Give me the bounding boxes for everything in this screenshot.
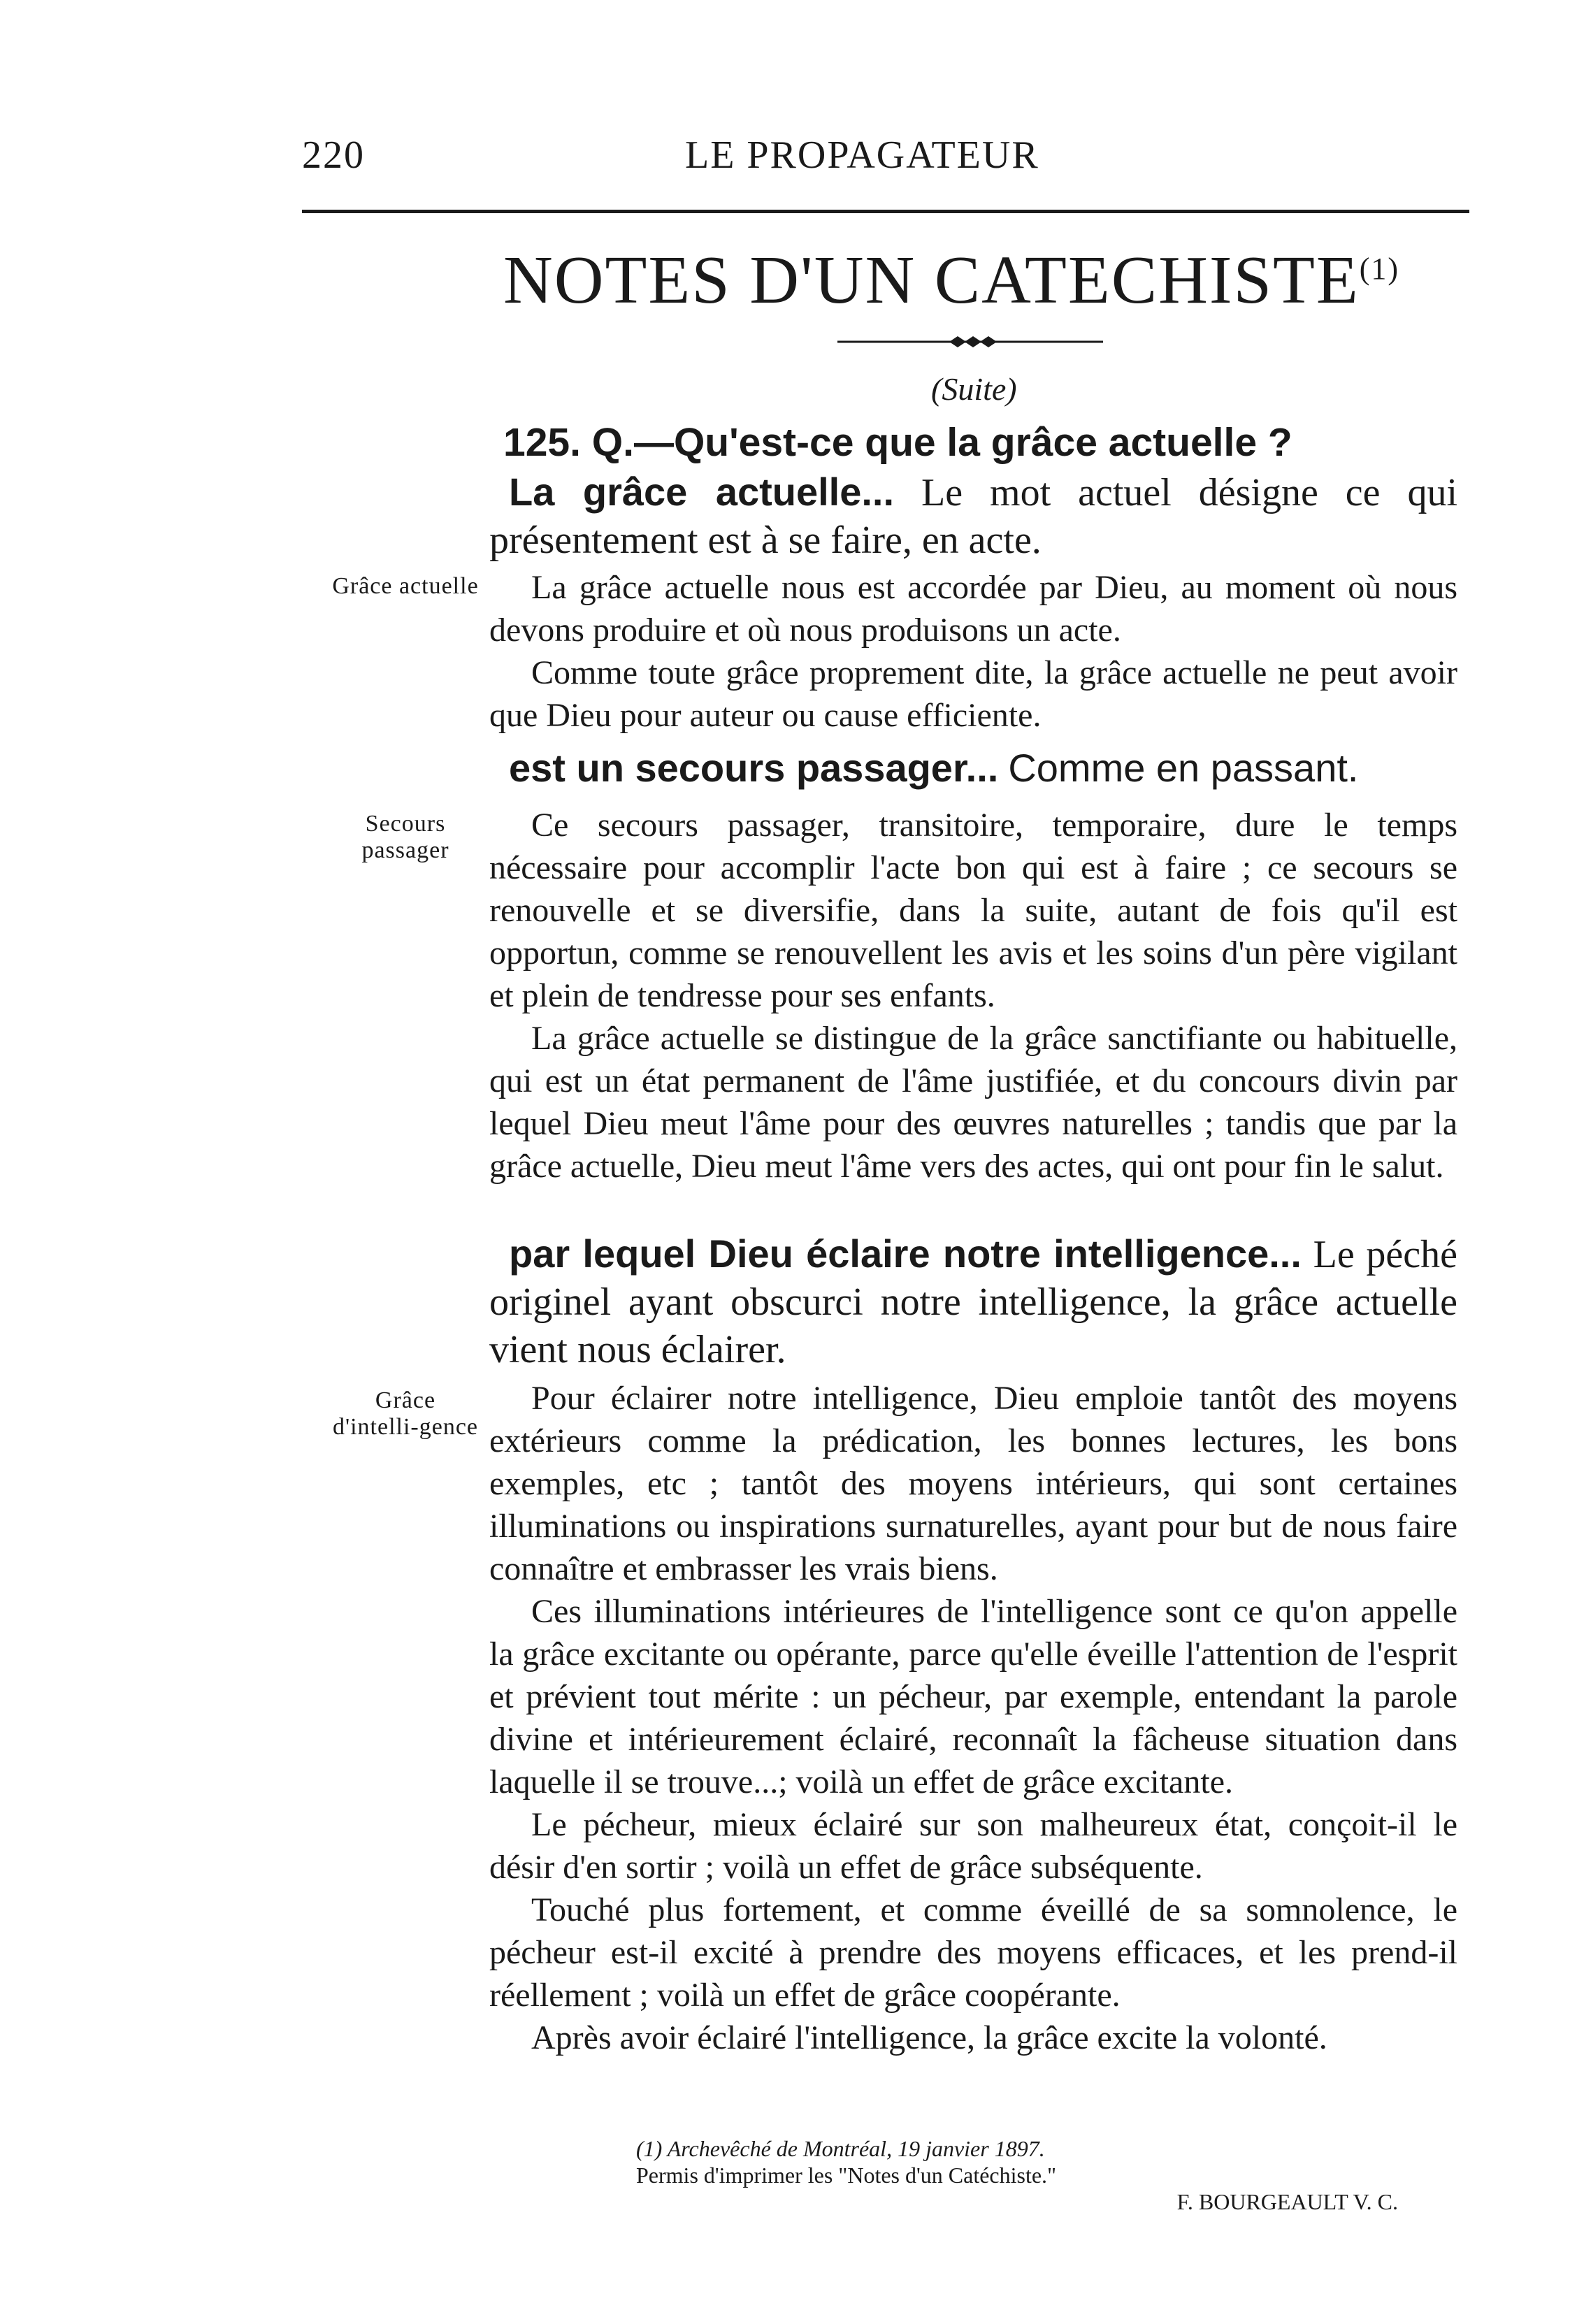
article-title: [503, 241, 1399, 319]
page-number: 220: [302, 133, 365, 177]
title-text: NOTES D'UN CATECHISTE: [503, 243, 1360, 318]
section-lead: La grâce actuelle...: [509, 470, 895, 514]
margin-note-secours-passager: Secours passager: [361, 811, 449, 863]
section-3-rest: Le péché originel ayant obscurci notre intelligence, la grâce actuelle vient nous éclairer.: [489, 1233, 1457, 1371]
body-block-2: [489, 804, 1457, 1188]
body-block-1: [489, 566, 1457, 737]
footnote-line-2: Permis d'imprimer les "Notes d'un Catéchiste.": [636, 2163, 1057, 2188]
paragraph-9: Après avoir éclairé l'intelligence, la grâce excite la volonté.: [531, 2019, 1327, 2056]
body-block-3: [489, 1377, 1457, 2059]
section-2-lead: est un secours passager...: [509, 746, 999, 790]
section-intelligence-text: [489, 1230, 1457, 1373]
title-ornament: [837, 334, 1103, 349]
paragraph-7: Le pécheur, mieux éclairé sur son malheureux état, conçoit-il le désir d'en sortir ; voilà un effet de grâce subséquente.: [489, 1806, 1457, 1886]
paragraph-6: Ces illuminations intérieures de l'intelligence sont ce qu'on appelle la grâce excitante ou opérante, parce qu'elle éveille l'attention de l'esprit et prévient tout mérite : un pécheur, par exemple, entendant la parole divine et intérieurement éclairé, reconnaît la fâcheuse situation dans laquelle il se trouve...; voilà un effet de grâce excitante.: [489, 1593, 1457, 1800]
running-title: LE PROPAGATEUR: [685, 133, 1039, 177]
paragraph-3: Ce secours passager, transitoire, temporaire, dure le temps nécessaire pour accomplir l'acte bon qui est à faire ; ce secours se renouvelle et se diversifie, dans la suite, autant de fois qu'il est opportun, comme se renouvellent les avis et les soins d'un père vigilant et plein de tendresse pour ses enfants.: [489, 807, 1457, 1014]
section-2-rest: Comme en passant.: [1008, 746, 1359, 790]
question-heading: 125. Q.—Qu'est-ce que la grâce actuelle ?: [503, 420, 1292, 465]
margin-note-grace-actuelle: Grâce actuelle: [332, 573, 479, 599]
paragraph-8: Touché plus fortement, et comme éveillé de sa somnolence, le pécheur est-il excité à prendre des moyens efficaces, et les prend-il réellement ; voilà un effet de grâce coopérante.: [489, 1891, 1457, 2014]
footnote: [636, 2135, 1405, 2215]
paragraph-2: Comme toute grâce proprement dite, la grâce actuelle ne peut avoir que Dieu pour auteur ou cause efficiente.: [489, 654, 1457, 734]
section-lead-rest: Le mot actuel désigne ce qui présentement est à se faire, en acte.: [489, 471, 1457, 562]
subtitle: (Suite): [931, 371, 1017, 407]
margin-note-grace-intelligence: Grâce d'intelli-gence: [332, 1387, 479, 1440]
header-rule: [302, 210, 1469, 213]
footnote-signature: F. BOURGEAULT V. C.: [1176, 2189, 1398, 2214]
paragraph-4: La grâce actuelle se distingue de la grâce sanctifiante ou habituelle, qui est un état permanent de l'âme justifiée, et du concours divin par lequel Dieu meut l'âme pour des œuvres naturelles ; tandis que par la grâce actuelle, Dieu meut l'âme vers des actes, qui ont pour fin le salut.: [489, 1020, 1457, 1185]
section-3-lead: par lequel Dieu éclaire notre intelligence...: [509, 1232, 1302, 1276]
section-actuelle-text: [489, 468, 1457, 564]
paragraph-1: La grâce actuelle nous est accordée par Dieu, au moment où nous devons produire et où nous produisons un acte.: [489, 569, 1457, 649]
title-footnote-mark: (1): [1359, 252, 1400, 286]
section-secours: [489, 744, 1457, 793]
section-actuelle: [489, 468, 1457, 564]
section-intelligence: [489, 1230, 1457, 1373]
section-secours-text: [489, 744, 1457, 793]
paragraph-5: Pour éclairer notre intelligence, Dieu emploie tantôt des moyens extérieurs comme la prédication, les bonnes lectures, les bons exemples, etc ; tantôt des moyens intérieurs, qui sont certaines illuminations ou inspirations surnaturelles, ayant pour but de nous faire connaître et embrasser les vrais biens.: [489, 1380, 1457, 1587]
footnote-line-1: (1) Archevêché de Montréal, 19 janvier 1897.: [636, 2136, 1045, 2161]
